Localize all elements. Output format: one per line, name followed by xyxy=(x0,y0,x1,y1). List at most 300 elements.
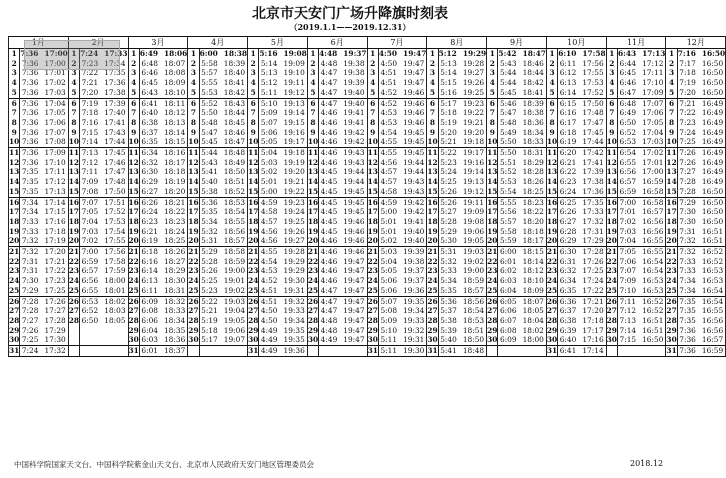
day-number: 19 xyxy=(666,226,677,236)
flag-lowering-time: 16:59 xyxy=(639,177,666,187)
day-number: 15 xyxy=(9,186,20,196)
flag-lowering-time: 17:42 xyxy=(579,148,606,158)
flag-raising-time: 5:41 xyxy=(438,346,460,357)
flag-lowering-time: 18:41 xyxy=(520,88,547,98)
flag-raising-time: 7:14 xyxy=(617,326,639,336)
flag-raising-time: 6:07 xyxy=(498,316,520,326)
flag-raising-time: 4:46 xyxy=(319,247,341,257)
day-number: 11 xyxy=(128,148,139,158)
day-number: 14 xyxy=(367,177,378,187)
flag-lowering-time: 19:37 xyxy=(400,266,427,276)
flag-lowering-time: 17:48 xyxy=(579,108,606,118)
flag-timetable xyxy=(8,36,726,357)
flag-raising-time: 5:38 xyxy=(199,187,221,197)
flag-lowering-time: 19:09 xyxy=(281,59,308,69)
day-number: 1 xyxy=(68,49,79,59)
flag-lowering-time: 18:07 xyxy=(161,59,188,69)
flag-raising-time: 6:56 xyxy=(617,167,639,177)
day-number: 20 xyxy=(606,236,617,246)
flag-lowering-time: 17:13 xyxy=(41,187,68,197)
flag-raising-time: 7:10 xyxy=(617,286,639,296)
flag-raising-time: 5:44 xyxy=(498,78,520,88)
flag-lowering-time: 17:12 xyxy=(41,177,68,187)
flag-lowering-time: 17:52 xyxy=(101,207,128,217)
flag-lowering-time: 17:07 xyxy=(41,128,68,138)
flag-raising-time: 6:40 xyxy=(558,335,580,345)
day-number xyxy=(188,346,199,357)
day-number: 19 xyxy=(487,226,498,236)
flag-raising-time: 5:41 xyxy=(199,167,221,177)
flag-raising-time: 5:53 xyxy=(199,88,221,98)
day-number: 5 xyxy=(427,88,438,98)
flag-raising-time: 7:12 xyxy=(617,306,639,316)
flag-raising-time: 6:08 xyxy=(498,326,520,336)
flag-raising-time: 7:13 xyxy=(80,148,102,158)
flag-raising-time: 7:35 xyxy=(677,316,699,326)
day-number: 25 xyxy=(128,285,139,295)
flag-lowering-time: 16:56 xyxy=(699,326,726,336)
flag-lowering-time: 19:38 xyxy=(400,257,427,267)
day-number: 18 xyxy=(128,216,139,226)
day-number: 30 xyxy=(666,335,677,345)
day-number: 6 xyxy=(307,98,318,108)
day-number: 6 xyxy=(248,98,259,108)
flag-lowering-time: 17:28 xyxy=(579,247,606,257)
flag-raising-time: 6:02 xyxy=(498,266,520,276)
flag-lowering-time: 16:49 xyxy=(699,137,726,147)
day-number: 27 xyxy=(307,306,319,316)
flag-raising-time: 6:55 xyxy=(80,286,102,296)
flag-lowering-time: 19:11 xyxy=(281,78,308,88)
flag-raising-time: 6:21 xyxy=(558,158,580,168)
flag-raising-time: 7:36 xyxy=(20,59,42,69)
day-number: 17 xyxy=(487,207,498,217)
flag-raising-time: 4:46 xyxy=(319,137,341,147)
flag-lowering-time: 18:23 xyxy=(161,217,188,227)
flag-raising-time: 4:46 xyxy=(319,158,341,168)
day-number: 27 xyxy=(9,306,20,316)
day-number: 11 xyxy=(248,148,259,158)
flag-lowering-time: 18:48 xyxy=(221,148,248,158)
flag-raising-time: 7:09 xyxy=(617,276,639,286)
flag-lowering-time: 19:00 xyxy=(221,266,248,276)
flag-raising-time: 5:23 xyxy=(199,286,221,296)
flag-raising-time: 6:14 xyxy=(139,266,161,276)
flag-raising-time: 4:47 xyxy=(319,68,341,78)
flag-raising-time: 6:32 xyxy=(558,266,580,276)
flag-lowering-time: 19:35 xyxy=(400,296,427,306)
flag-lowering-time: 19:45 xyxy=(400,137,427,147)
day-number: 5 xyxy=(487,88,498,98)
flag-raising-time: 7:30 xyxy=(677,217,699,227)
flag-raising-time: 6:49 xyxy=(617,108,639,118)
day-number: 20 xyxy=(188,236,199,246)
flag-raising-time: 7:23 xyxy=(677,118,699,128)
flag-lowering-time: 16:58 xyxy=(639,187,666,197)
flag-lowering-time: 19:06 xyxy=(221,326,248,336)
flag-raising-time: 6:46 xyxy=(617,78,639,88)
day-number: 18 xyxy=(248,216,259,226)
table-row xyxy=(9,197,726,207)
flag-lowering-time: 17:25 xyxy=(41,286,68,296)
flag-lowering-time: 19:32 xyxy=(400,326,427,336)
flag-lowering-time: 19:13 xyxy=(460,177,487,187)
flag-raising-time: 4:53 xyxy=(378,118,400,128)
flag-raising-time: 4:58 xyxy=(259,207,281,217)
flag-lowering-time: 16:53 xyxy=(639,276,666,286)
flag-raising-time: 6:44 xyxy=(617,59,639,69)
flag-raising-time: 6:50 xyxy=(80,316,102,326)
flag-lowering-time: 18:33 xyxy=(520,137,547,147)
day-number: 26 xyxy=(427,296,438,306)
flag-lowering-time: 19:37 xyxy=(340,49,367,59)
flag-raising-time: 4:48 xyxy=(319,326,341,336)
flag-lowering-time: 17:07 xyxy=(639,98,666,108)
flag-lowering-time: 19:40 xyxy=(340,98,367,108)
table-row xyxy=(9,118,726,128)
flag-raising-time: 7:22 xyxy=(80,68,102,78)
day-number: 6 xyxy=(546,98,557,108)
flag-lowering-time: 19:26 xyxy=(281,227,308,237)
day-number: 12 xyxy=(606,157,617,167)
flag-lowering-time: 16:51 xyxy=(699,227,726,237)
flag-lowering-time: 16:55 xyxy=(639,247,666,257)
flag-raising-time: 5:32 xyxy=(438,257,460,267)
flag-raising-time: 5:52 xyxy=(199,98,221,108)
day-number: 1 xyxy=(487,49,498,59)
day-number: 22 xyxy=(9,256,20,266)
month-header: 2月 xyxy=(68,37,128,49)
day-number: 1 xyxy=(128,49,139,59)
table-row xyxy=(9,335,726,345)
flag-raising-time: 7:33 xyxy=(677,266,699,276)
flag-raising-time: 7:35 xyxy=(20,167,42,177)
month-header: 7月 xyxy=(367,37,427,49)
flag-raising-time: 5:10 xyxy=(378,326,400,336)
flag-lowering-time: 18:15 xyxy=(520,247,547,257)
flag-lowering-time: 19:03 xyxy=(460,247,487,257)
flag-lowering-time xyxy=(221,346,248,357)
flag-lowering-time: 18:18 xyxy=(161,167,188,177)
flag-raising-time: 5:02 xyxy=(259,167,281,177)
day-number: 15 xyxy=(606,186,617,196)
flag-lowering-time: 17:50 xyxy=(579,98,606,108)
flag-lowering-time: 17:58 xyxy=(579,49,606,59)
flag-lowering-time: 18:52 xyxy=(221,187,248,197)
flag-lowering-time: 19:30 xyxy=(281,276,308,286)
day-number: 26 xyxy=(606,296,617,306)
flag-lowering-time: 18:47 xyxy=(221,137,248,147)
flag-lowering-time: 17:20 xyxy=(579,306,606,316)
flag-lowering-time: 17:18 xyxy=(579,316,606,326)
flag-raising-time: 5:59 xyxy=(498,236,520,246)
flag-raising-time: 7:24 xyxy=(80,49,102,59)
day-number: 12 xyxy=(9,157,20,167)
day-number: 24 xyxy=(427,276,438,286)
flag-raising-time: 5:25 xyxy=(199,276,221,286)
flag-lowering-time: 17:39 xyxy=(101,98,128,108)
flag-raising-time: 7:25 xyxy=(677,137,699,147)
day-number: 23 xyxy=(307,266,319,276)
flag-lowering-time: 18:10 xyxy=(161,88,188,98)
day-number: 7 xyxy=(487,108,498,118)
flag-lowering-time: 18:14 xyxy=(161,128,188,138)
day-number: 13 xyxy=(188,167,199,177)
flag-lowering-time: 19:45 xyxy=(340,207,367,217)
flag-raising-time: 6:05 xyxy=(498,296,520,306)
day-number: 10 xyxy=(367,137,378,147)
flag-raising-time: 6:01 xyxy=(139,346,161,357)
flag-raising-time: 5:13 xyxy=(259,68,281,78)
day-number: 28 xyxy=(188,315,199,325)
flag-lowering-time: 19:44 xyxy=(340,177,367,187)
day-number: 27 xyxy=(666,306,677,316)
flag-lowering-time: 18:55 xyxy=(221,217,248,227)
flag-lowering-time: 17:16 xyxy=(41,217,68,227)
flag-lowering-time: 17:12 xyxy=(639,59,666,69)
flag-lowering-time: 17:36 xyxy=(579,187,606,197)
day-number: 10 xyxy=(666,137,677,147)
flag-raising-time: 4:53 xyxy=(378,108,400,118)
day-number: 28 xyxy=(367,315,378,325)
day-number: 22 xyxy=(307,256,319,266)
day-number: 6 xyxy=(367,98,378,108)
table-row xyxy=(9,286,726,296)
flag-lowering-time: 17:36 xyxy=(101,78,128,88)
flag-lowering-time: 17:47 xyxy=(101,167,128,177)
day-number: 25 xyxy=(546,285,558,295)
table-row xyxy=(9,276,726,286)
day-number: 18 xyxy=(487,216,498,226)
flag-raising-time: 5:56 xyxy=(498,207,520,217)
flag-lowering-time: 19:20 xyxy=(281,167,308,177)
flag-lowering-time: 19:41 xyxy=(340,108,367,118)
day-number: 24 xyxy=(68,276,80,286)
day-number: 7 xyxy=(9,108,20,118)
flag-raising-time: 5:36 xyxy=(438,296,460,306)
flag-raising-time: 6:00 xyxy=(498,247,520,257)
flag-raising-time: 5:50 xyxy=(498,148,520,158)
day-number: 27 xyxy=(248,306,259,316)
flag-raising-time: 7:36 xyxy=(20,78,42,88)
flag-lowering-time: 17:53 xyxy=(101,217,128,227)
flag-lowering-time: 18:25 xyxy=(161,236,188,246)
flag-lowering-time: 16:51 xyxy=(699,236,726,246)
flag-lowering-time: 19:09 xyxy=(460,207,487,217)
flag-raising-time: 7:00 xyxy=(617,197,639,207)
flag-raising-time: 4:46 xyxy=(319,257,341,267)
flag-raising-time: 6:30 xyxy=(558,247,580,257)
flag-lowering-time: 19:45 xyxy=(400,128,427,138)
flag-lowering-time: 19:47 xyxy=(340,335,367,345)
day-number: 11 xyxy=(307,148,319,158)
day-number: 10 xyxy=(307,137,319,147)
flag-raising-time: 5:18 xyxy=(438,108,460,118)
flag-lowering-time: 16:56 xyxy=(639,227,666,237)
flag-lowering-time: 19:27 xyxy=(281,236,308,246)
flag-lowering-time: 19:28 xyxy=(281,247,308,257)
flag-raising-time: 7:35 xyxy=(20,187,42,197)
day-number: 23 xyxy=(546,266,558,276)
table-row xyxy=(9,217,726,227)
day-number: 4 xyxy=(9,78,20,88)
flag-raising-time: 7:07 xyxy=(617,266,639,276)
flag-raising-time: 6:31 xyxy=(558,257,580,267)
flag-raising-time: 7:11 xyxy=(617,296,639,306)
flag-raising-time: 7:20 xyxy=(677,88,699,98)
day-number: 4 xyxy=(606,78,617,88)
flag-raising-time: 5:10 xyxy=(259,98,281,108)
day-number: 26 xyxy=(546,296,558,306)
flag-lowering-time: 18:50 xyxy=(221,167,248,177)
day-number: 16 xyxy=(188,197,199,207)
flag-lowering-time: 19:28 xyxy=(460,59,487,69)
day-number: 7 xyxy=(666,108,677,118)
day-number: 8 xyxy=(546,118,557,128)
day-number: 12 xyxy=(546,157,558,167)
flag-raising-time: 6:03 xyxy=(498,276,520,286)
day-number: 8 xyxy=(666,118,677,128)
flag-raising-time: 6:23 xyxy=(139,217,161,227)
flag-raising-time: 6:38 xyxy=(139,118,161,128)
flag-raising-time: 4:56 xyxy=(259,227,281,237)
flag-raising-time: 5:22 xyxy=(199,296,221,306)
flag-lowering-time: 17:38 xyxy=(579,177,606,187)
day-number: 23 xyxy=(367,266,378,276)
day-number: 14 xyxy=(188,177,199,187)
flag-lowering-time: 17:27 xyxy=(41,306,68,316)
flag-lowering-time: 19:44 xyxy=(400,167,427,177)
day-number: 10 xyxy=(606,137,617,147)
flag-raising-time: 7:31 xyxy=(20,257,42,267)
day-number: 1 xyxy=(606,49,617,59)
flag-lowering-time: 19:22 xyxy=(460,108,487,118)
day-number: 31 xyxy=(9,346,20,356)
flag-raising-time: 4:54 xyxy=(259,257,281,267)
day-number: 1 xyxy=(666,49,677,59)
flag-raising-time: 4:46 xyxy=(319,118,341,128)
flag-lowering-time: 19:21 xyxy=(460,118,487,128)
flag-lowering-time xyxy=(101,326,128,336)
flag-raising-time: 4:55 xyxy=(378,148,400,158)
flag-raising-time: 7:36 xyxy=(20,88,42,98)
watermark-badge xyxy=(24,40,120,70)
day-number: 21 xyxy=(188,247,199,257)
flag-raising-time: 5:06 xyxy=(259,128,281,138)
flag-lowering-time: 17:45 xyxy=(101,148,128,158)
month-header: 8月 xyxy=(427,37,487,49)
day-number: 11 xyxy=(427,148,438,158)
flag-raising-time: 4:51 xyxy=(259,296,281,306)
day-number: 24 xyxy=(367,276,378,286)
flag-raising-time: 4:45 xyxy=(319,227,341,237)
day-number: 5 xyxy=(546,88,557,98)
flag-raising-time: 7:33 xyxy=(677,257,699,267)
flag-lowering-time: 17:06 xyxy=(41,118,68,128)
flag-lowering-time: 19:47 xyxy=(340,326,367,336)
day-number: 7 xyxy=(248,108,259,118)
day-number: 8 xyxy=(307,118,318,128)
flag-lowering-time: 19:47 xyxy=(400,59,427,69)
flag-raising-time: 6:14 xyxy=(558,88,580,98)
flag-raising-time: 7:36 xyxy=(20,128,42,138)
flag-lowering-time: 17:16 xyxy=(579,335,606,345)
flag-lowering-time: 19:27 xyxy=(460,68,487,78)
flag-raising-time: 4:50 xyxy=(378,59,400,69)
date-range: （2019.1.1——2019.12.31） xyxy=(289,22,411,32)
flag-raising-time: 5:32 xyxy=(199,227,221,237)
flag-raising-time: 4:57 xyxy=(378,167,400,177)
flag-lowering-time: 17:00 xyxy=(639,167,666,177)
flag-lowering-time: 19:29 xyxy=(281,257,308,267)
flag-raising-time: 5:44 xyxy=(498,68,520,78)
flag-raising-time: 7:28 xyxy=(677,177,699,187)
flag-lowering-time: 17:31 xyxy=(579,227,606,237)
flag-lowering-time: 16:53 xyxy=(639,286,666,296)
flag-lowering-time: 17:05 xyxy=(41,108,68,118)
table-row xyxy=(9,306,726,316)
day-number: 24 xyxy=(487,276,498,286)
flag-lowering-time: 17:32 xyxy=(579,217,606,227)
day-number: 2 xyxy=(128,59,139,69)
day-number: 28 xyxy=(307,315,319,325)
flag-raising-time: 4:51 xyxy=(378,68,400,78)
day-number: 12 xyxy=(128,157,139,167)
flag-raising-time: 6:59 xyxy=(617,187,639,197)
flag-raising-time: 7:34 xyxy=(20,197,42,207)
flag-lowering-time: 16:49 xyxy=(699,128,726,138)
day-number: 21 xyxy=(666,247,677,257)
day-number xyxy=(68,326,79,336)
day-number: 7 xyxy=(606,108,617,118)
day-number: 21 xyxy=(9,247,20,257)
flag-lowering-time: 18:42 xyxy=(520,78,547,88)
flag-raising-time: 6:32 xyxy=(139,158,161,168)
day-number: 10 xyxy=(487,137,498,147)
flag-raising-time: 7:36 xyxy=(677,335,699,345)
flag-raising-time: 6:52 xyxy=(80,306,102,316)
flag-lowering-time: 18:17 xyxy=(520,236,547,246)
flag-raising-time: 5:11 xyxy=(378,346,400,357)
flag-raising-time: 5:01 xyxy=(259,177,281,187)
flag-raising-time: 7:32 xyxy=(677,247,699,257)
flag-raising-time: 7:32 xyxy=(677,236,699,246)
flag-raising-time: 7:07 xyxy=(80,197,102,207)
day-number: 31 xyxy=(248,346,259,356)
flag-raising-time: 6:09 xyxy=(498,335,520,345)
flag-lowering-time xyxy=(340,346,367,357)
flag-raising-time: 4:47 xyxy=(319,78,341,88)
day-number: 26 xyxy=(307,296,319,306)
flag-lowering-time: 18:05 xyxy=(520,306,547,316)
flag-raising-time: 6:55 xyxy=(617,158,639,168)
day-number: 18 xyxy=(666,216,677,226)
flag-lowering-time: 19:33 xyxy=(281,306,308,316)
flag-lowering-time: 19:43 xyxy=(340,158,367,168)
flag-raising-time: 6:15 xyxy=(558,98,580,108)
day-number: 8 xyxy=(367,118,378,128)
day-number: 17 xyxy=(546,207,558,217)
day-number: 7 xyxy=(68,108,79,118)
flag-raising-time: 6:39 xyxy=(558,326,580,336)
flag-lowering-time: 17:47 xyxy=(579,118,606,128)
flag-raising-time: 7:16 xyxy=(80,118,102,128)
flag-raising-time: 6:11 xyxy=(139,286,161,296)
flag-lowering-time: 19:03 xyxy=(221,296,248,306)
day-number: 29 xyxy=(367,325,378,335)
flag-lowering-time: 18:30 xyxy=(161,276,188,286)
day-number: 3 xyxy=(427,68,438,78)
